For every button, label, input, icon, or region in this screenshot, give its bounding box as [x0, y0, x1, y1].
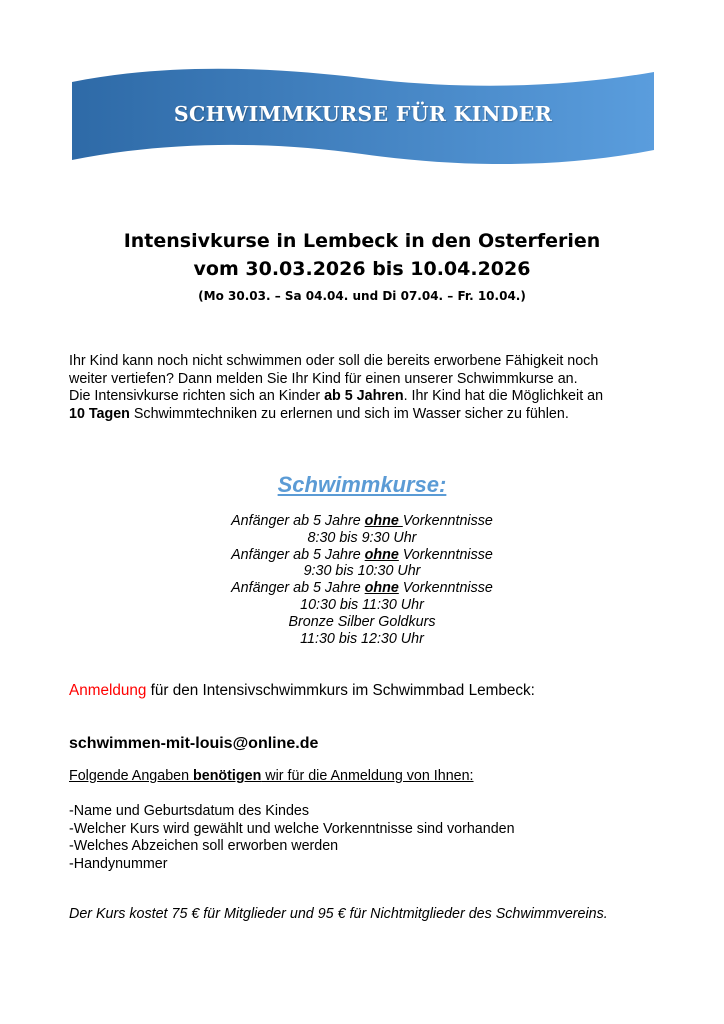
- course-text: Vorkenntnisse: [402, 513, 493, 529]
- intro-line: Ihr Kind kann noch nicht schwimmen oder soll die bereits erworbene Fähigkeit noch: [69, 353, 599, 369]
- banner-title: SCHWIMMKURSE FÜR KINDER: [173, 102, 553, 126]
- registration-red-word: Anmeldung: [69, 682, 147, 699]
- required-info-bold: benötigen: [193, 768, 262, 784]
- intro-age-bold: ab 5 Jahren: [324, 388, 404, 404]
- required-info-text: Folgende Angaben: [69, 768, 194, 784]
- headline-title: Intensivkurse in Lembeck in den Osterferien: [123, 230, 601, 252]
- course-emph: ohne: [364, 513, 403, 529]
- course-text: Vorkenntnisse: [398, 580, 493, 597]
- intro-line: [69, 406, 603, 424]
- course-text: Anfänger ab 5 Jahre: [231, 546, 365, 563]
- course-name: [0, 513, 724, 530]
- intro-text: Schwimmtechniken zu erlernen und sich im Wasser sicher zu fühlen.: [129, 405, 569, 422]
- course-text: Anfänger ab 5 Jahre: [231, 580, 365, 597]
- registration-text: für den Intensivschwimmkurs im Schwimmbad Lembeck:: [146, 682, 535, 699]
- intro-text: Die Intensivkurse richten sich an Kinder: [69, 388, 325, 404]
- course-time: 10:30 bis 11:30 Uhr: [300, 596, 424, 613]
- required-info-heading: [69, 768, 474, 786]
- course-text: Anfänger ab 5 Jahre: [231, 513, 365, 529]
- required-info-list: [69, 803, 515, 873]
- course-name: [0, 580, 724, 597]
- list-item: -Welches Abzeichen soll erworben werden: [69, 838, 339, 854]
- course-name: Bronze Silber Goldkurs: [288, 613, 436, 630]
- list-item: -Welcher Kurs wird gewählt und welche Vorkenntnisse sind vorhanden: [69, 820, 515, 837]
- intro-paragraph: [69, 353, 603, 423]
- course-name: [0, 547, 724, 564]
- registration-line: [69, 682, 535, 700]
- price-note: Der Kurs kostet 75 € für Mitglieder und 95 € für Nichtmitglieder des Schwimmvereins.: [69, 906, 608, 922]
- intro-line: [69, 388, 603, 406]
- course-text: Vorkenntnisse: [398, 546, 493, 563]
- headline-dates: vom 30.03.2026 bis 10.04.2026: [193, 258, 531, 280]
- course-time: 8:30 bis 9:30 Uhr: [307, 529, 417, 546]
- course-time: 11:30 bis 12:30 Uhr: [300, 630, 424, 647]
- intro-text: . Ihr Kind hat die Möglichkeit an: [403, 388, 604, 404]
- required-info-text: wir für die Anmeldung von Ihnen:: [261, 768, 474, 784]
- list-item: -Handynummer: [69, 855, 168, 872]
- email-address[interactable]: schwimmen-mit-louis@online.de: [69, 735, 319, 752]
- course-emph: ohne: [364, 546, 399, 563]
- headline-days: (Mo 30.03. – Sa 04.04. und Di 07.04. – Fr. 10.04.): [198, 289, 526, 303]
- courses-list: [0, 513, 724, 647]
- list-item: -Name und Geburtsdatum des Kindes: [69, 803, 309, 819]
- courses-title: Schwimmkurse:: [277, 472, 447, 497]
- intro-days-bold: 10 Tagen: [69, 405, 130, 422]
- course-time: 9:30 bis 10:30 Uhr: [303, 563, 421, 580]
- intro-line: weiter vertiefen? Dann melden Sie Ihr Kind für einen unserer Schwimmkurse an.: [69, 370, 578, 387]
- course-emph: ohne: [364, 580, 399, 597]
